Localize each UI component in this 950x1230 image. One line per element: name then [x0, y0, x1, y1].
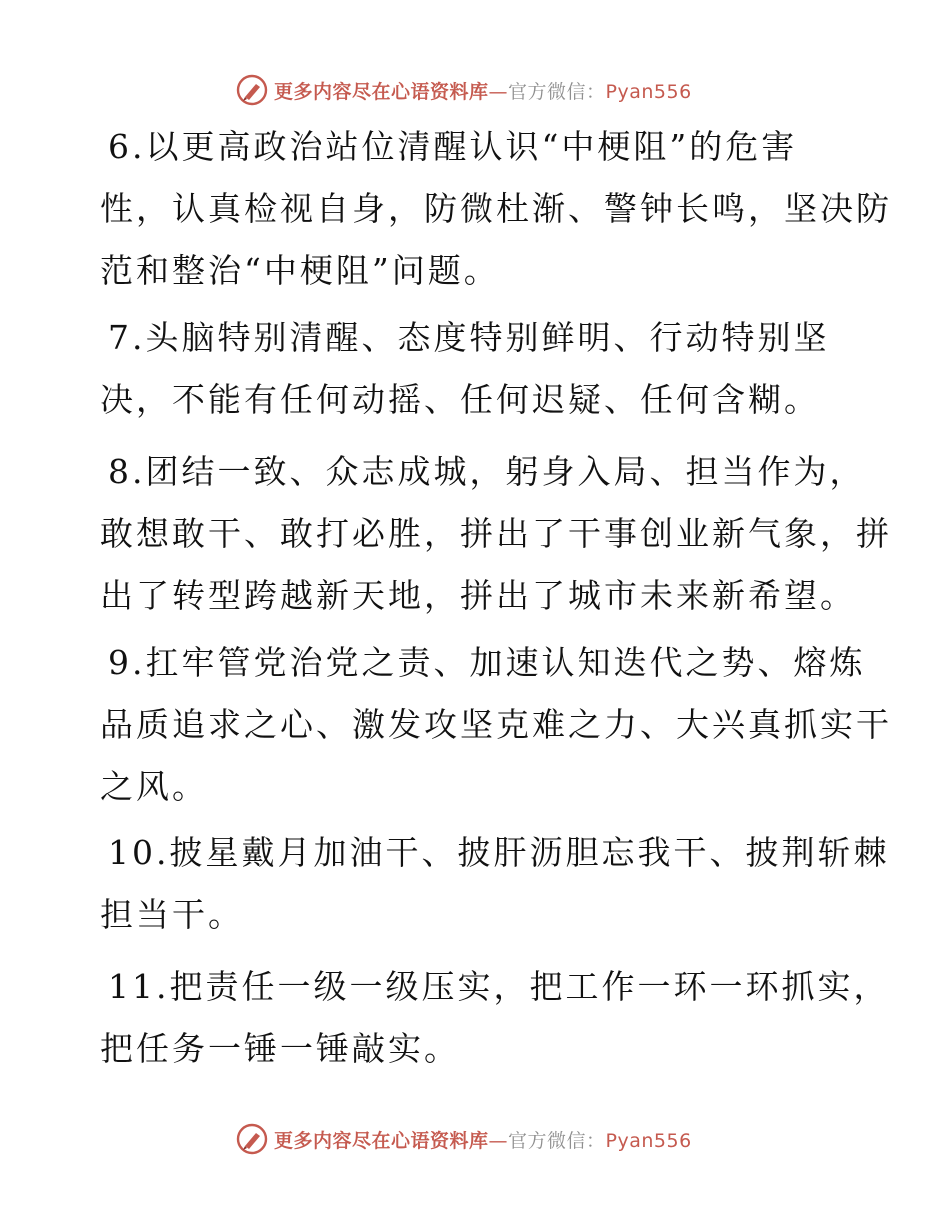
item-line: 8.团结一致、众志成城，躬身入局、担当作为，	[108, 452, 866, 491]
header-watermark	[236, 73, 692, 107]
pen-logo-icon	[236, 1123, 268, 1155]
list-item	[100, 632, 892, 818]
list-item	[100, 307, 860, 431]
watermark-label: 官方微信：	[508, 1129, 606, 1152]
list-item	[100, 116, 892, 302]
item-line: 把任务一锤一锤敲实。	[100, 1029, 460, 1068]
watermark-dash: —	[488, 1129, 509, 1152]
list-item	[100, 441, 892, 627]
item-line: 10.披星戴月加油干、披肝沥胆忘我干、披荆斩棘	[108, 833, 890, 872]
item-line: 敢想敢干、敢打必胜，拼出了干事创业新气象，拼	[100, 514, 892, 553]
item-line: 7.头脑特别清醒、态度特别鲜明、行动特别坚	[108, 318, 830, 357]
item-line: 9.扛牢管党治党之责、加速认知迭代之势、熔炼	[108, 643, 866, 682]
item-line: 性，认真检视自身，防微杜渐、警钟长鸣，坚决防	[100, 189, 892, 228]
pen-logo-icon	[236, 74, 268, 106]
item-line: 11.把责任一级一级压实，把工作一环一环抓实，	[108, 967, 890, 1006]
item-line: 之风。	[100, 767, 208, 806]
watermark-text	[274, 77, 692, 104]
item-line: 出了转型跨越新天地，拼出了城市未来新希望。	[100, 576, 856, 615]
watermark-dash: —	[488, 80, 509, 103]
watermark-brand: 更多内容尽在心语资料库	[274, 1129, 489, 1152]
list-item	[100, 956, 890, 1080]
item-line: 担当干。	[100, 895, 244, 934]
item-line: 范和整治“中梗阻”问题。	[100, 251, 500, 290]
footer-watermark	[236, 1122, 692, 1156]
list-item	[100, 822, 890, 946]
item-line: 决，不能有任何动摇、任何迟疑、任何含糊。	[100, 380, 820, 419]
item-line: 品质追求之心、激发攻坚克难之力、大兴真抓实干	[100, 705, 892, 744]
watermark-label: 官方微信：	[508, 80, 606, 103]
watermark-handle: Pyan556	[605, 1129, 692, 1152]
watermark-text	[274, 1126, 692, 1153]
watermark-handle: Pyan556	[605, 80, 692, 103]
item-line: 6.以更高政治站位清醒认识“中梗阻”的危害	[108, 127, 798, 166]
watermark-brand: 更多内容尽在心语资料库	[274, 80, 489, 103]
